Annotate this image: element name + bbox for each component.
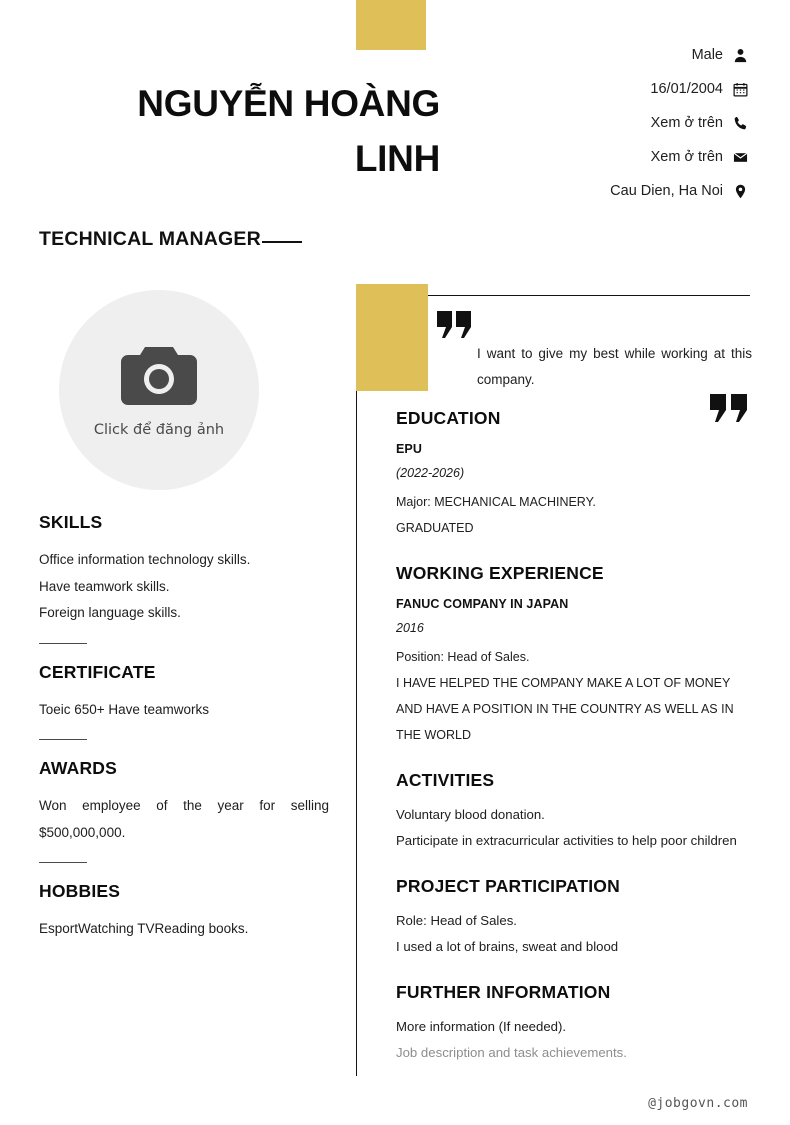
experience-line-2: I HAVE HELPED THE COMPANY MAKE A LOT OF MONEY AND HAVE A POSITION IN THE COUNTRY AS WELL AS IN THE WORLD [396, 676, 734, 742]
contact-value-address: Cau Dien, Ha Noi [610, 182, 723, 199]
section-title-activities: ACTIVITIES [396, 770, 495, 790]
sidebar-section-awards [39, 758, 329, 846]
section-education [396, 408, 752, 541]
sidebar-divider-3 [39, 862, 87, 863]
section-activities [396, 770, 752, 854]
quote-top-rule [428, 295, 750, 296]
education-line-2: GRADUATED [396, 521, 474, 535]
skills-line-3: Foreign language skills. [39, 605, 181, 620]
section-title-further-information: FURTHER INFORMATION [396, 982, 611, 1002]
sidebar-section-hobbies [39, 881, 329, 943]
location-pin-icon [733, 184, 748, 199]
page-title [39, 228, 302, 251]
role-underline [262, 241, 302, 243]
name-line-2: LINH [354, 138, 440, 179]
column-divider [356, 381, 357, 1076]
activities-line-2: Participate in extracurricular activities to help poor children [396, 833, 737, 848]
section-title-certificate: CERTIFICATE [39, 661, 156, 682]
contact-value-phone: Xem ở trên [650, 114, 723, 131]
spacer [39, 490, 329, 512]
section-title-hobbies: HOBBIES [39, 881, 121, 901]
activities-line-1: Voluntary blood donation. [396, 807, 545, 822]
project-line-1: Role: Head of Sales. [396, 913, 517, 928]
main-content [396, 408, 752, 1088]
awards-line-1: Won employee of the year for selling $500,000,000. [39, 798, 329, 840]
section-further-information [396, 982, 752, 1066]
experience-line-1: Position: Head of Sales. [396, 650, 530, 664]
contact-value-email: Xem ở trên [650, 148, 723, 165]
contact-row-email[interactable] [418, 140, 748, 174]
section-experience [396, 563, 752, 748]
calendar-icon [733, 82, 748, 97]
skills-line-2: Have teamwork skills. [39, 578, 170, 594]
contact-list [418, 38, 748, 208]
further-line-1: More information (If needed). [396, 1019, 567, 1034]
section-project [396, 876, 752, 960]
contact-row-birthdate[interactable] [418, 72, 748, 106]
hobbies-line-1: EsportWatching TVReading books. [39, 921, 249, 936]
further-placeholder[interactable]: Job description and task achievements. [396, 1045, 627, 1060]
education-line-1: Major: MECHANICAL MACHINERY. [396, 495, 596, 509]
section-title-awards: AWARDS [39, 758, 118, 778]
sidebar-section-skills [39, 512, 329, 627]
experience-org: FANUC COMPANY IN JAPAN [396, 597, 569, 611]
contact-value-birthdate: 16/01/2004 [650, 80, 723, 97]
skills-line-1: Office information technology skills. [39, 552, 251, 567]
education-org: EPU [396, 442, 423, 456]
envelope-icon [733, 150, 748, 165]
quote-text: I want to give my best while working at this company. [477, 346, 752, 387]
certificate-line-1: Toeic 650+ Have teamworks [39, 701, 209, 717]
sidebar-divider-2 [39, 739, 87, 740]
role-text: TECHNICAL MANAGER [39, 228, 261, 250]
sidebar-section-certificate [39, 662, 329, 724]
section-title-experience: WORKING EXPERIENCE [396, 563, 604, 583]
candidate-name [40, 76, 440, 186]
gold-accent-top [356, 0, 426, 50]
person-icon [733, 48, 748, 63]
section-title-project: PROJECT PARTICIPATION [396, 876, 620, 896]
section-title-skills: SKILLS [39, 512, 103, 532]
contact-row-address[interactable] [418, 174, 748, 208]
camera-icon [121, 343, 197, 410]
photo-upload-label: Click để đăng ảnh [93, 421, 225, 438]
contact-row-phone[interactable] [418, 106, 748, 140]
sidebar [39, 290, 329, 943]
section-title-education: EDUCATION [396, 408, 501, 428]
photo-upload-button[interactable] [59, 290, 259, 490]
experience-date: 2016 [396, 621, 424, 635]
education-date: (2022-2026) [396, 466, 465, 480]
gold-accent-quote [356, 284, 428, 391]
phone-icon [733, 116, 748, 131]
contact-row-gender[interactable] [418, 38, 748, 72]
quote-open-icon [437, 311, 473, 343]
contact-value-gender: Male [691, 46, 723, 63]
sidebar-divider-1 [39, 643, 87, 644]
project-line-2: I used a lot of brains, sweat and blood [396, 939, 619, 954]
name-line-1: NGUYỄN HOÀNG [137, 83, 440, 124]
watermark: @jobgovn.com [648, 1096, 748, 1111]
